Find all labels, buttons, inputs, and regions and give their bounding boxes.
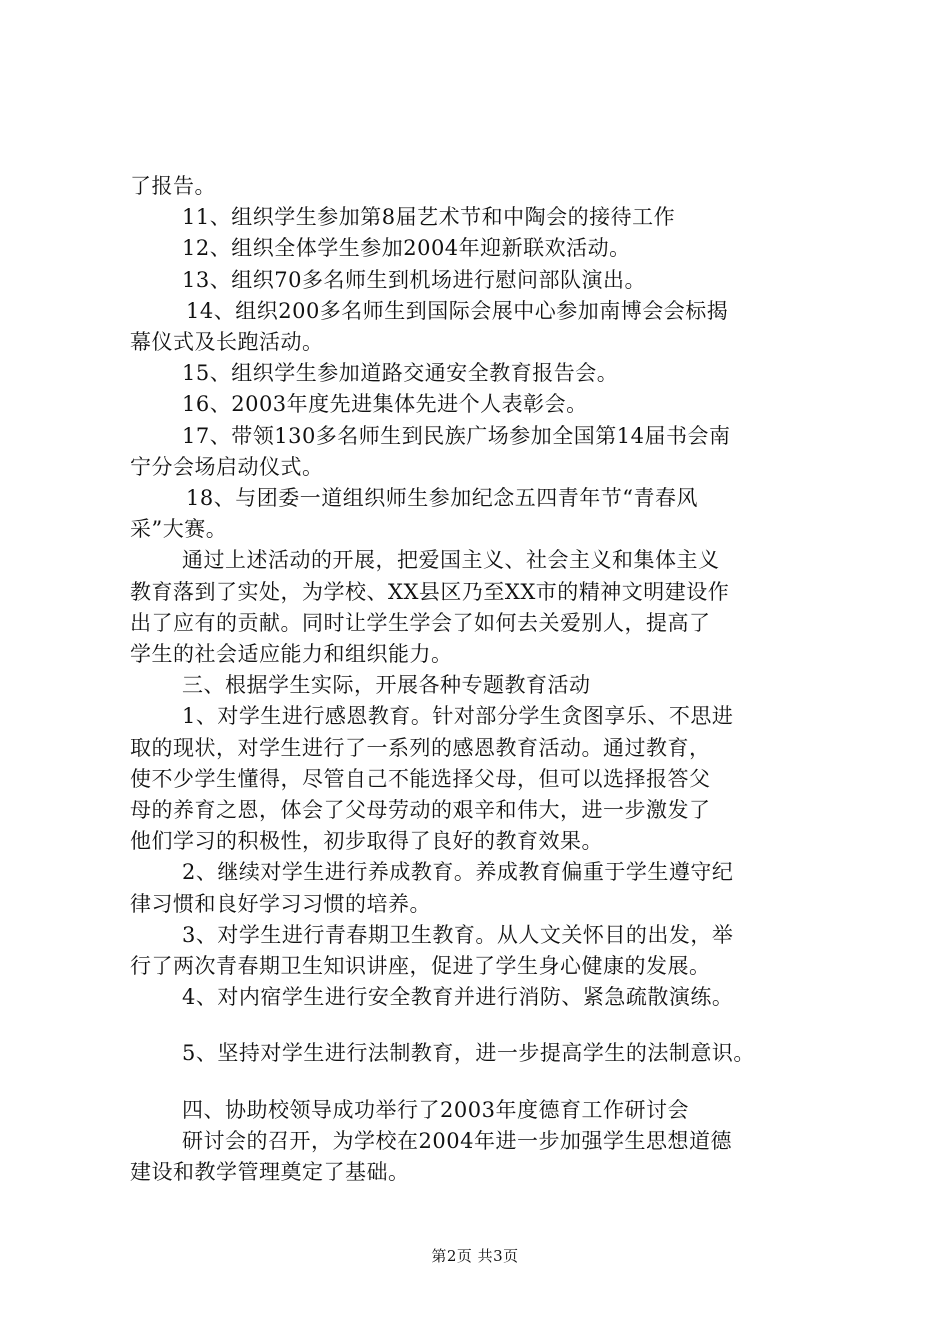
list-item-1: 1、对学生进行感恩教育。针对部分学生贪图享乐、不思进 (182, 704, 734, 729)
section-heading: 四、协助校领导成功举行了2003年度德育工作研讨会 (182, 1097, 689, 1122)
text-line: 律习惯和良好学习习惯的培养。 (130, 891, 431, 916)
list-item-16: 16、2003年度先进集体先进个人表彰会。 (182, 392, 588, 417)
text-line: 幕仪式及长跑活动。 (130, 330, 324, 355)
text-line: 了报告。 (130, 174, 216, 198)
text-line: 他们学习的积极性，初步取得了良好的教育效果。 (130, 829, 603, 854)
list-item-12: 12、组织全体学生参加2004年迎新联欢活动。 (182, 236, 631, 261)
text-line: 教育落到了实处，为学校、XX县区乃至XX市的精神文明建设作 (130, 579, 730, 604)
text-line: 行了两次青春期卫生知识讲座，促进了学生身心健康的发展。 (130, 954, 711, 979)
document-body (130, 171, 850, 1188)
text-line: 宁分会场启动仪式。 (130, 454, 324, 479)
paragraph-start: 通过上述活动的开展，把爱国主义、社会主义和集体主义 (182, 548, 720, 573)
text-line: 学生的社会适应能力和组织能力。 (130, 642, 453, 667)
list-item-11: 11、组织学生参加第8届艺术节和中陶会的接待工作 (182, 205, 676, 230)
list-item-13: 13、组织70多名师生到机场进行慰问部队演出。 (182, 267, 646, 292)
text-line: 出了应有的贡献。同时让学生学会了如何去关爱别人，提高了 (130, 610, 711, 635)
text-line: 采”大赛。 (130, 517, 228, 542)
text-line: 使不少学生懂得，尽管自己不能选择父母，但可以选择报答父 (130, 766, 711, 791)
paragraph-start: 研讨会的召开，为学校在2004年进一步加强学生思想道德 (182, 1128, 732, 1153)
section-heading: 三、根据学生实际，开展各种专题教育活动 (182, 673, 591, 698)
list-item-5: 5、坚持对学生进行法制教育，进一步提高学生的法制意识。 (182, 1041, 755, 1066)
list-item-3: 3、对学生进行青春期卫生教育。从人文关怀目的出发，举 (182, 922, 734, 947)
list-item-18: 18、与团委一道组织师生参加纪念五四青年节“青春风 (186, 486, 698, 511)
text-line: 建设和教学管理奠定了基础。 (130, 1160, 410, 1185)
page-number-footer: 第2页 共3页 (431, 1247, 519, 1265)
text-line: 取的现状，对学生进行了一系列的感恩教育活动。通过教育， (130, 735, 711, 760)
text-line: 母的养育之恩，体会了父母劳动的艰辛和伟大，进一步激发了 (130, 798, 711, 823)
list-item-2: 2、继续对学生进行养成教育。养成教育偏重于学生遵守纪 (182, 860, 734, 885)
list-item-15: 15、组织学生参加道路交通安全教育报告会。 (182, 361, 619, 386)
list-item-17: 17、带领130多名师生到民族广场参加全国第14届书会南 (182, 423, 731, 448)
list-item-14: 14、组织200多名师生到国际会展中心参加南博会会标揭 (186, 298, 729, 323)
list-item-4: 4、对内宿学生进行安全教育并进行消防、紧急疏散演练。 (182, 985, 734, 1010)
